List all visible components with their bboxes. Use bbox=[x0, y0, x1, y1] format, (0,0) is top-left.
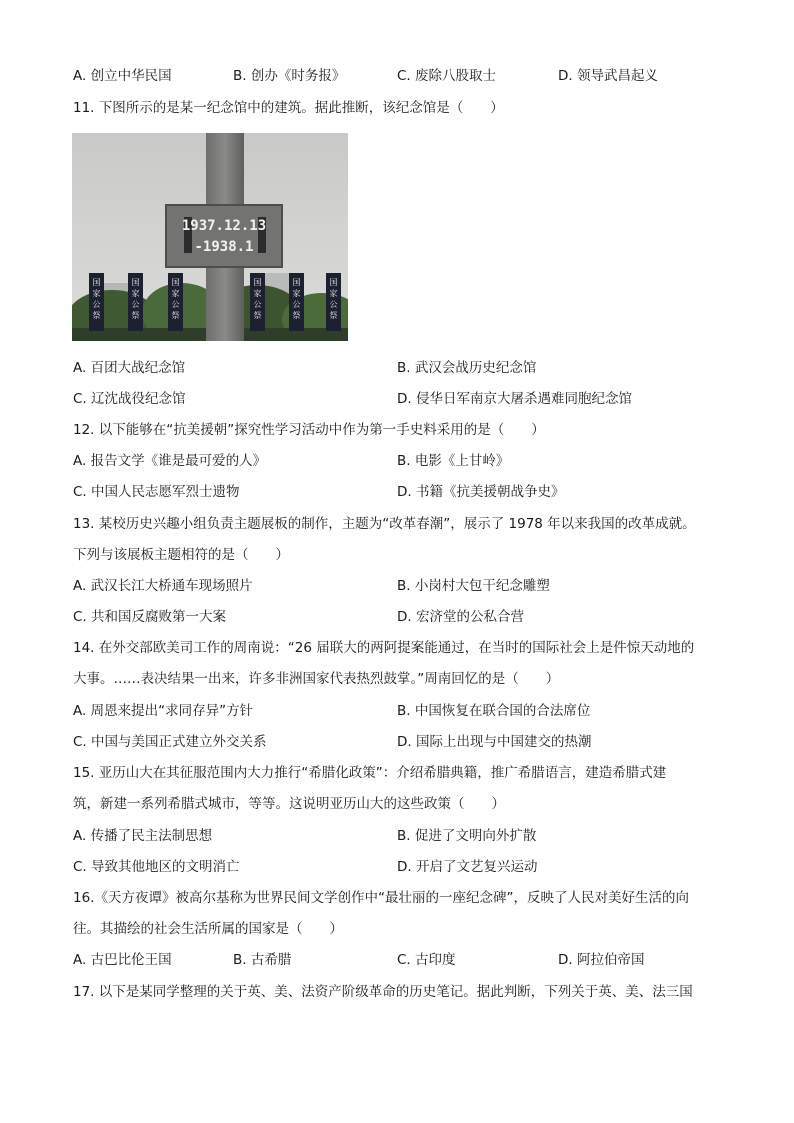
q17-stem-line1: 17. 以下是某同学整理的关于英、美、法资产阶级革命的历史笔记。据此判断，下列关于英、美、法三国 bbox=[73, 984, 693, 1000]
q13-stem-line2: 下列与该展板主题相符的是（ ） bbox=[73, 547, 289, 563]
q13-option-d: D. 宏济堂的公私合营 bbox=[397, 609, 524, 625]
q13-option-c: C. 共和国反腐败第一大案 bbox=[73, 609, 227, 625]
q12-option-c: C. 中国人民志愿军烈士遗物 bbox=[73, 484, 240, 500]
q13-option-a: A. 武汉长江大桥通车现场照片 bbox=[73, 578, 253, 594]
q10-option-d: D. 领导武昌起义 bbox=[558, 68, 658, 84]
svg-text:国家公祭: 国家公祭 bbox=[131, 278, 140, 320]
q16-stem-line1: 16.《天方夜谭》被高尔基称为世界民间文学创作中“最壮丽的一座纪念碑”，反映了人民对美好生活的向 bbox=[73, 890, 689, 906]
q12-option-d: D. 书籍《抗美援朝战争史》 bbox=[397, 484, 565, 500]
memorial-date-line1: 1937.12.13 bbox=[181, 218, 267, 234]
q11-option-b: B. 武汉会战历史纪念馆 bbox=[397, 360, 537, 376]
q14-option-c: C. 中国与美国正式建立外交关系 bbox=[73, 734, 267, 750]
q11-option-a: A. 百团大战纪念馆 bbox=[73, 360, 186, 376]
svg-text:国家公祭: 国家公祭 bbox=[292, 278, 301, 320]
memorial-date-line2: -1938.1 bbox=[194, 239, 254, 255]
memorial-photo bbox=[72, 133, 348, 341]
q16-stem-line2: 往。其描绘的社会生活所属的国家是（ ） bbox=[73, 921, 343, 937]
q15-option-d: D. 开启了文艺复兴运动 bbox=[397, 859, 538, 875]
q14-option-b: B. 中国恢复在联合国的合法席位 bbox=[397, 703, 591, 719]
q13-stem-line1: 13. 某校历史兴趣小组负责主题展板的制作，主题为“改革春潮”，展示了 1978 年以来我国的改革成就。 bbox=[73, 516, 696, 532]
q10-option-a: A. 创立中华民国 bbox=[73, 68, 172, 84]
q15-stem-line2: 筑，新建一系列希腊式城市，等等。这说明亚历山大的这些政策（ ） bbox=[73, 796, 505, 812]
svg-text:国家公祭: 国家公祭 bbox=[253, 278, 262, 320]
svg-text:国家公祭: 国家公祭 bbox=[171, 278, 180, 320]
q12-option-b: B. 电影《上甘岭》 bbox=[397, 453, 510, 469]
svg-text:国家公祭: 国家公祭 bbox=[92, 278, 101, 320]
q16-option-b: B. 古希腊 bbox=[233, 952, 292, 968]
q15-option-c: C. 导致其他地区的文明消亡 bbox=[73, 859, 240, 875]
q14-option-d: D. 国际上出现与中国建交的热潮 bbox=[397, 734, 592, 750]
q15-stem-line1: 15. 亚历山大在其征服范围内大力推行“希腊化政策”：介绍希腊典籍，推广希腊语言，建造希腊式建 bbox=[73, 765, 667, 781]
svg-text:国家公祭: 国家公祭 bbox=[329, 278, 338, 320]
q13-option-b: B. 小岗村大包干纪念雕塑 bbox=[397, 578, 550, 594]
q14-option-a: A. 周恩来提出“求同存异”方针 bbox=[73, 703, 254, 719]
q16-option-a: A. 古巴比伦王国 bbox=[73, 952, 172, 968]
q11-option-c: C. 辽沈战役纪念馆 bbox=[73, 391, 186, 407]
q16-option-c: C. 古印度 bbox=[397, 952, 456, 968]
q11-stem: 11. 下图所示的是某一纪念馆中的建筑。据此推断，该纪念馆是（ ） bbox=[73, 100, 504, 116]
q10-option-c: C. 废除八股取士 bbox=[397, 68, 497, 84]
q16-option-d: D. 阿拉伯帝国 bbox=[558, 952, 645, 968]
q14-stem-line2: 大事。……表决结果一出来，许多非洲国家代表热烈鼓掌。”周南回忆的是（ ） bbox=[73, 671, 560, 687]
q11-option-d: D. 侵华日军南京大屠杀遇难同胞纪念馆 bbox=[397, 391, 632, 407]
q14-stem-line1: 14. 在外交部欧美司工作的周南说：“26 届联大的两阿提案能通过，在当时的国际社会上是件惊天动地的 bbox=[73, 640, 695, 656]
q10-option-b: B. 创办《时务报》 bbox=[233, 68, 346, 84]
q12-stem: 12. 以下能够在“抗美援朝”探究性学习活动中作为第一手史料采用的是（ ） bbox=[73, 422, 545, 438]
q15-option-b: B. 促进了文明向外扩散 bbox=[397, 828, 537, 844]
q12-option-a: A. 报告文学《谁是最可爱的人》 bbox=[73, 453, 267, 469]
q15-option-a: A. 传播了民主法制思想 bbox=[73, 828, 213, 844]
